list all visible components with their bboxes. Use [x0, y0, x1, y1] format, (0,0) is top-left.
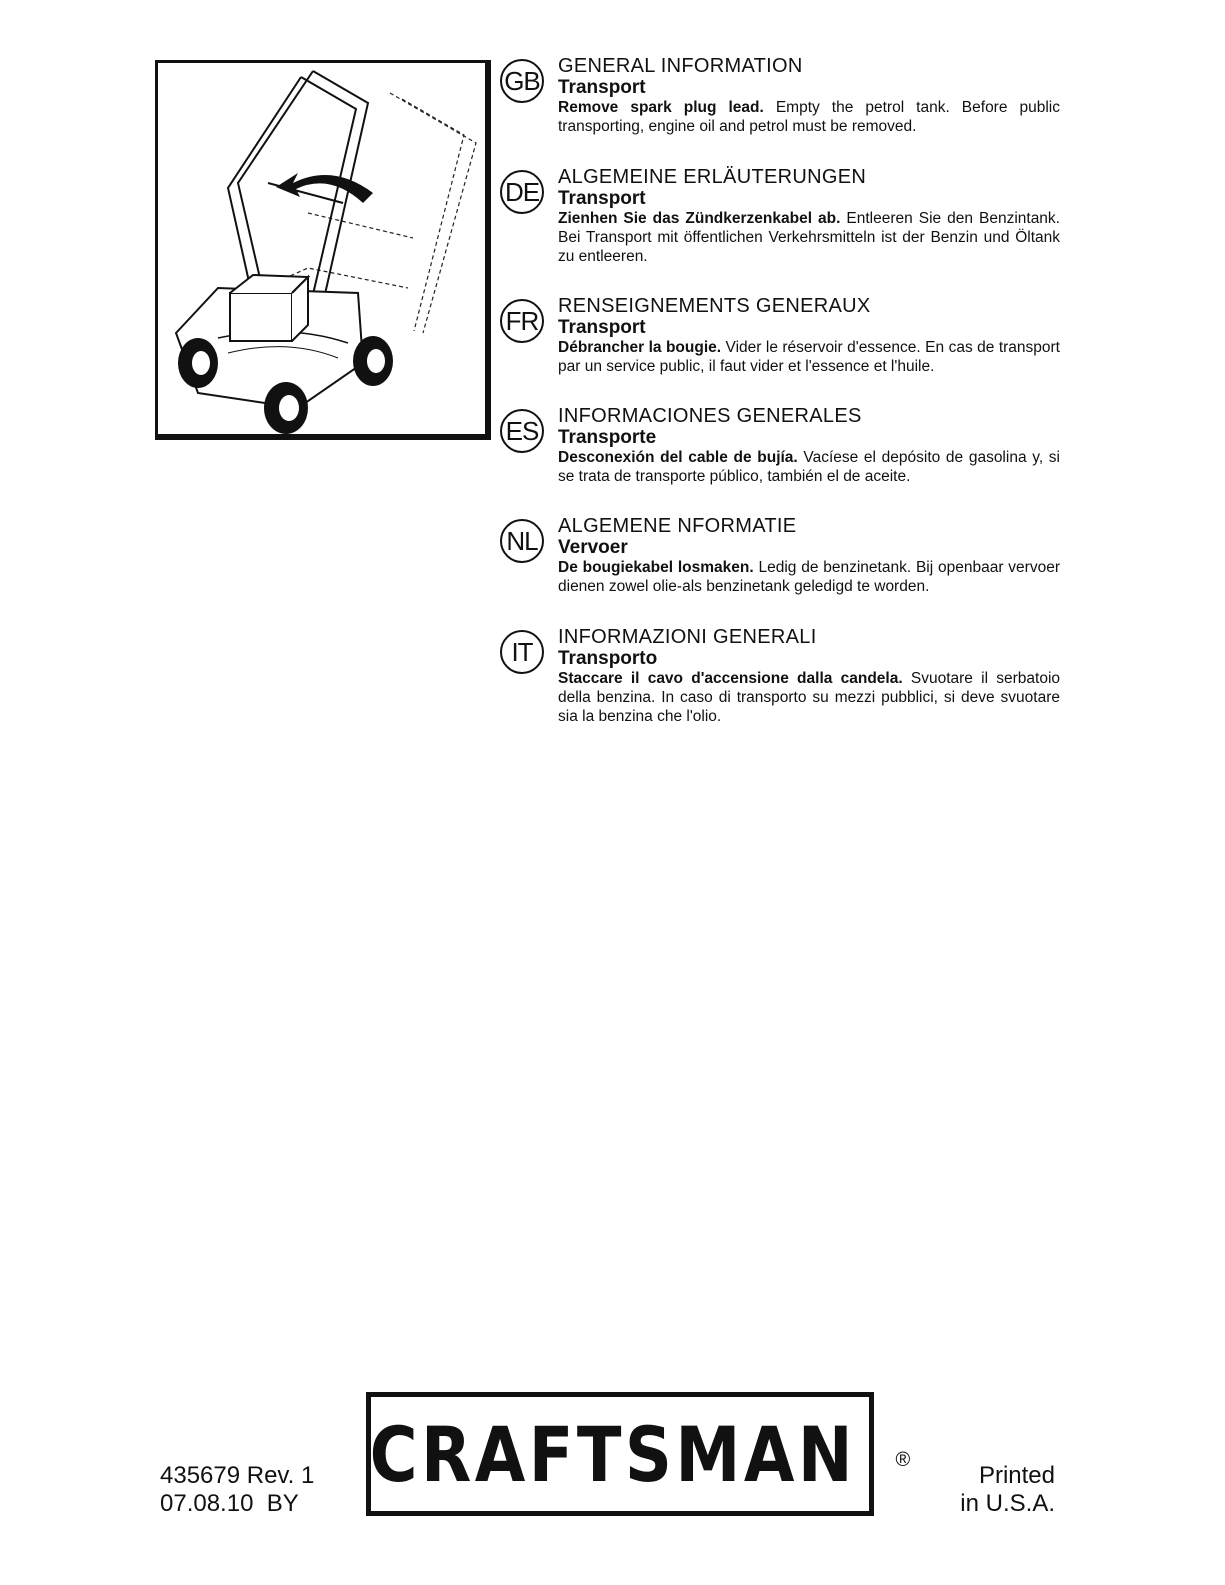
section-body — [558, 558, 1060, 596]
section-body — [558, 669, 1060, 726]
section-body-text: Ledig de benzinetank. Bij openbaar vervoer dienen zowel olie-als benzinetank geledigd te worden. — [558, 559, 1060, 595]
footer-part-info — [160, 1462, 314, 1518]
section-bold-text: Desconexión del cable de bujía. — [558, 449, 798, 466]
section-subheading: Transport — [558, 77, 646, 98]
section-body — [558, 209, 1060, 266]
section-heading: INFORMACIONES GENERALES — [558, 405, 862, 427]
section-heading: GENERAL INFORMATION — [558, 55, 803, 77]
lawnmower-illustration — [155, 60, 491, 440]
section-body-text: Vacíese el depósito de gasolina y, si se trata de transporte público, también el de aceite. — [558, 449, 1060, 485]
section-body — [558, 98, 1060, 136]
wheel — [178, 338, 218, 388]
language-badge-nl: NL — [500, 519, 544, 563]
language-badge-gb: GB — [500, 59, 544, 103]
language-badge-es: ES — [500, 409, 544, 453]
logo-wordmark: CRAFTSMAN — [369, 1409, 856, 1499]
section-bold-text: Zienhen Sie das Zündkerzenkabel ab. — [558, 210, 841, 227]
language-badge-it: IT — [500, 630, 544, 674]
language-badge-de: DE — [500, 170, 544, 214]
section-subheading: Transport — [558, 188, 646, 209]
section-subheading: Vervoer — [558, 537, 628, 558]
printed-line-2: in U.S.A. — [960, 1490, 1055, 1517]
section-bold-text: Débrancher la bougie. — [558, 339, 722, 356]
section-subheading: Transporte — [558, 427, 657, 448]
section-heading: RENSEIGNEMENTS GENERAUX — [558, 295, 871, 317]
section-body-text: Entleeren Sie den Benzintank. Bei Transport mit öffentlichen Verkehrsmitteln ist der Benzin und Öltank zu entleeren. — [558, 210, 1060, 265]
section-bold-text: De bougiekabel losmaken. — [558, 559, 754, 576]
section-heading: ALGEMEINE ERLÄUTERUNGEN — [558, 166, 867, 188]
section-gb — [500, 55, 1060, 136]
section-subheading: Transport — [558, 317, 646, 338]
section-de — [500, 166, 1060, 266]
section-heading: ALGEMENE NFORMATIE — [558, 515, 797, 537]
section-heading: INFORMAZIONI GENERALI — [558, 626, 817, 648]
section-nl — [500, 515, 1060, 596]
registered-mark: ® — [895, 1448, 911, 1471]
section-fr — [500, 295, 1060, 376]
lawnmower-fold-handle-drawing — [158, 63, 488, 437]
section-body-text: Svuotare il serbatoio della benzina. In caso di transporto su mezzi pubblici, si deve svuotare sia la benzina che l'olio. — [558, 670, 1061, 725]
language-badge-fr: FR — [500, 299, 544, 343]
date-code: 07.08.10 BY — [160, 1490, 299, 1517]
section-body — [558, 338, 1060, 376]
section-bold-text: Staccare il cavo d'accensione dalla candela. — [558, 670, 903, 687]
section-es — [500, 405, 1060, 486]
section-it — [500, 626, 1060, 726]
footer-printed-in — [960, 1462, 1055, 1518]
part-number: 435679 Rev. 1 — [160, 1462, 315, 1489]
printed-line-1: Printed — [978, 1462, 1055, 1489]
craftsman-logo — [366, 1392, 911, 1516]
section-body-text: Empty the petrol tank. Before public transporting, engine oil and petrol must be removed. — [558, 99, 1060, 135]
section-body — [558, 448, 1060, 486]
section-body-text: Vider le réservoir d'essence. En cas de transport par un service public, il faut vider et l'essence et l'huile. — [558, 339, 1060, 375]
section-subheading: Transporto — [558, 648, 658, 669]
section-bold-text: Remove spark plug lead. — [558, 99, 764, 116]
